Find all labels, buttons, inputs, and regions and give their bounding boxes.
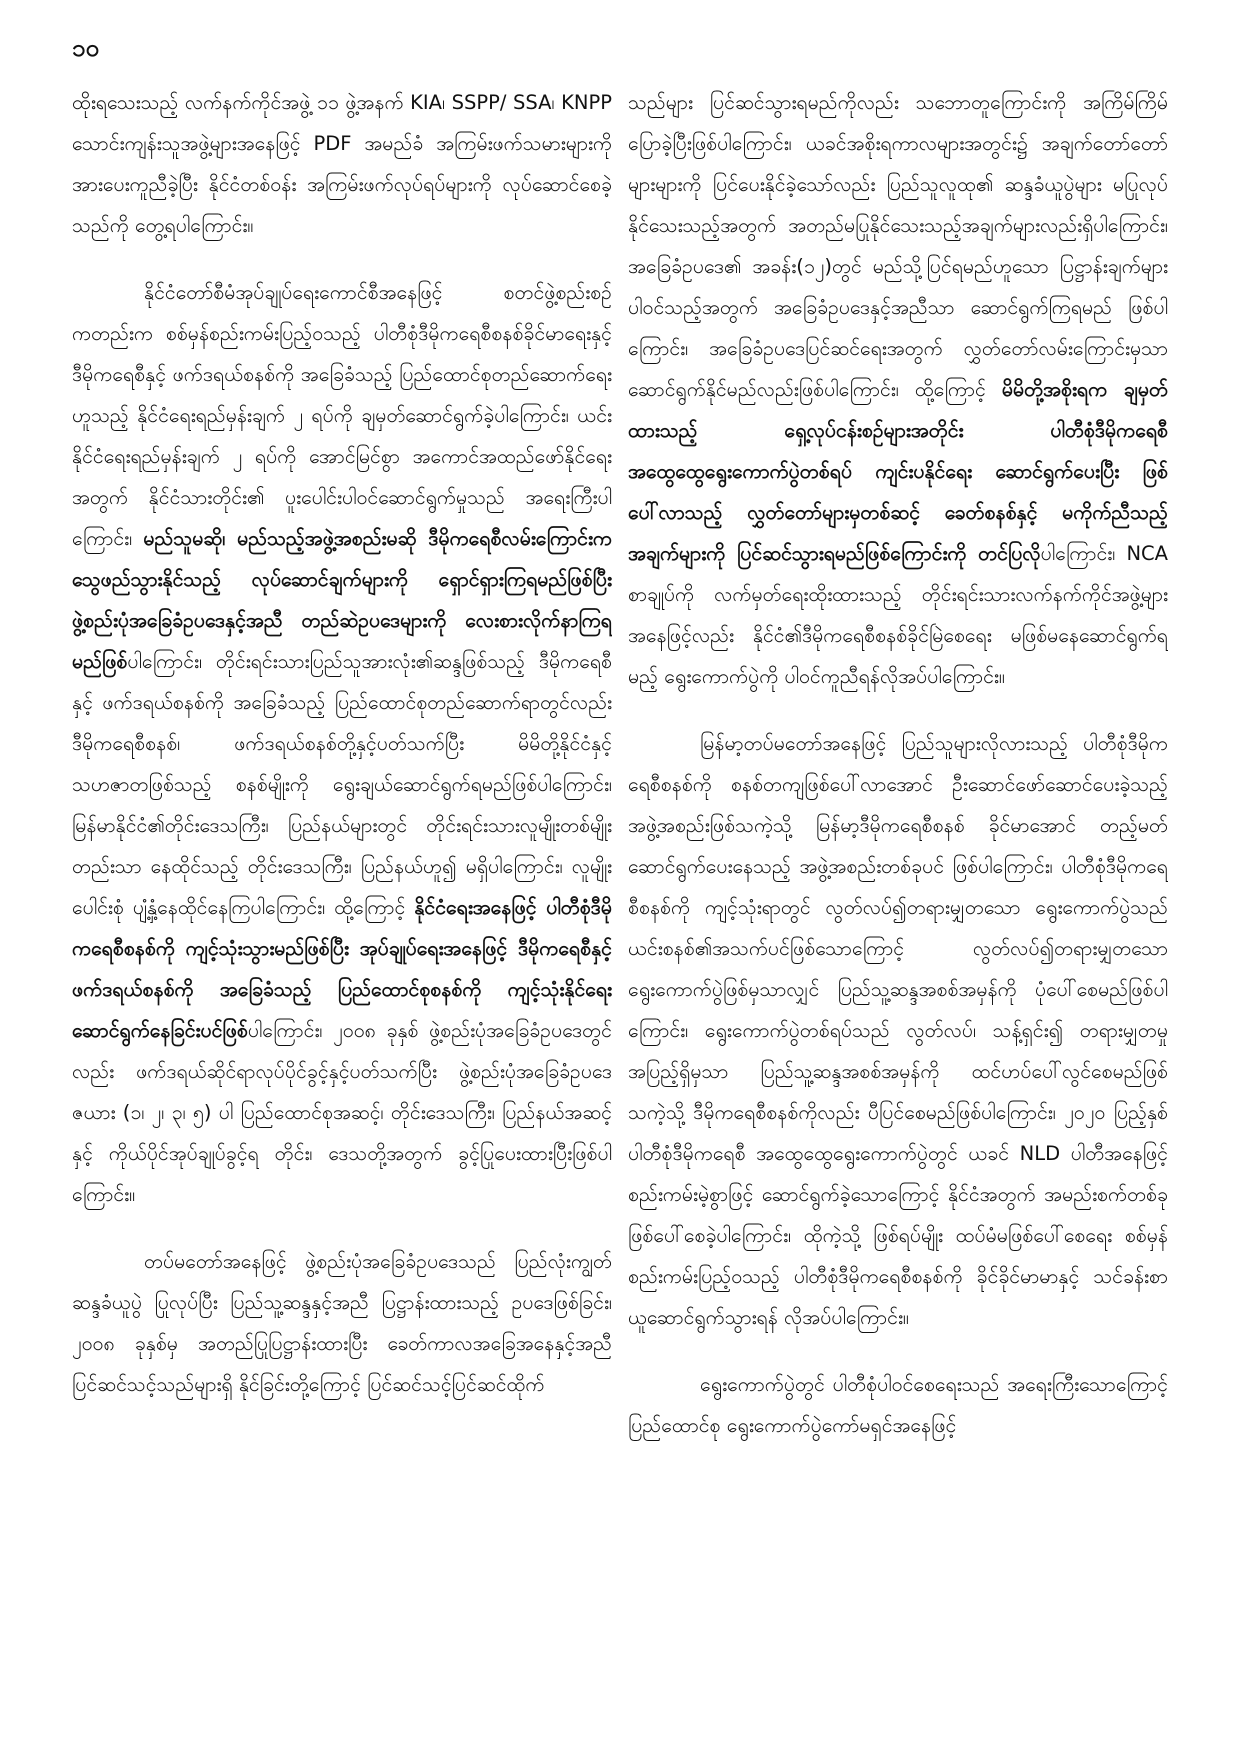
text-segment: ပါကြောင်း၊ NCA စာချုပ်ကို လက်မှတ်ရေးထိုးထားသည့် တိုင်းရင်းသားလက်နက်ကိုင်အဖွဲ့များအနေဖြင့်လည်း နိုင်ငံ၏ဒီမိုကရေစီစနစ်ခိုင်မြဲစေရေး မဖြစ်မနေဆောင်ရွက်ရမည့် ရွေးကောက်ပွဲကို ပါဝင်ကူညီရန်လိုအပ်ပါကြောင်း။	[628, 542, 1168, 688]
text-segment: တပ်မတော်အနေဖြင့် ဖွဲ့စည်းပုံအခြေခံဥပဒေသည် ပြည်လုံးကျွတ်ဆန္ဒခံယူပွဲ ပြုလုပ်ပြီး ပြည်သူ့ဆန္ဒနှင့်အညီ ပြဋ္ဌာန်းထားသည့် ဥပဒေဖြစ်ခြင်း၊ ၂၀၀၈ ခုနှစ်မှ အတည်ပြုပြဋ္ဌာန်းထားပြီး ခေတ်ကာလအခြေအနေနှင့်အညီ ပြင်ဆင်သင့်သည်များရှိ နိုင်ခြင်းတို့ကြောင့် ပြင်ဆင်သင့်ပြင်ဆင်ထိုက်	[72, 1250, 612, 1396]
text-segment: မြန်မာ့တပ်မတော်အနေဖြင့် ပြည်သူများလိုလားသည့် ပါတီစုံဒီမိုကရေစီစနစ်ကို စနစ်တကျဖြစ်ပေါ်လာအောင် ဦးဆောင်ဖော်ဆောင်ပေးခဲ့သည့် အဖွဲ့အစည်းဖြစ်သကဲ့သို့ မြန်မာ့ဒီမိုကရေစီစနစ် ခိုင်မာအောင် တည့်မတ်ဆောင်ရွက်ပေးနေသည့် အဖွဲ့အစည်းတစ်ခုပင် ဖြစ်ပါကြောင်း၊ ပါတီစုံဒီမိုကရေစီစနစ်ကို ကျင့်သုံးရာတွင် လွတ်လပ်၍တရားမျှတသော ရွေးကောက်ပွဲသည် ယင်းစနစ်၏အသက်ပင်ဖြစ်သောကြောင့် လွတ်လပ်၍တရားမျှတသော ရွေးကောက်ပွဲဖြစ်မှသာလျှင် ပြည်သူ့ဆန္ဒအစစ်အမှန်ကို ပုံပေါ်စေမည်ဖြစ်ပါကြောင်း၊ ရွေးကောက်ပွဲတစ်ရပ်သည် လွတ်လပ်၊ သန့်ရှင်း၍ တရားမျှတမှု အပြည့်ရှိမှသာ ပြည်သူ့ဆန္ဒအစစ်အမှန်ကို ထင်ဟပ်ပေါ်လွင်စေမည်ဖြစ်သကဲ့သို့ ဒီမိုကရေစီစနစ်ကိုလည်း ပီပြင်စေမည်ဖြစ်ပါကြောင်း၊ ၂၀၂၀ ပြည့်နှစ် ပါတီစုံဒီမိုကရေစီ အထွေထွေရွေးကောက်ပွဲတွင် ယခင် NLD ပါတီအနေဖြင့် စည်းကမ်းမဲ့စွာဖြင့် ဆောင်ရွက်ခဲ့သောကြောင့် နိုင်ငံအတွက် အမည်းစက်တစ်ခုဖြစ်ပေါ်စေခဲ့ပါကြောင်း၊ ထိုကဲ့သို့ ဖြစ်ရပ်မျိုး ထပ်မံမဖြစ်ပေါ်စေရေး စစ်မှန်စည်းကမ်းပြည့်ဝသည့် ပါတီစုံဒီမိုကရေစီစနစ်ကို ခိုင်ခိုင်မာမာနှင့် သင်ခန်းစာယူဆောင်ရွက်သွားရန် လိုအပ်ပါကြောင်း။	[628, 732, 1168, 1329]
text-segment: ထိုးရသေးသည့် လက်နက်ကိုင်အဖွဲ့ ၁၁ ဖွဲ့အနက် KIA၊ SSPP/ SSA၊ KNPP သောင်းကျန်းသူအဖွဲ့များအနေဖြင့် PDF အမည်ခံ အကြမ်းဖက်သမားများကို အားပေးကူညီခဲ့ပြီး နိုင်ငံတစ်ဝန်း အကြမ်းဖက်လုပ်ရပ်များကို လုပ်ဆောင်စေခဲ့သည်ကို တွေ့ရပါကြောင်း။	[72, 91, 612, 237]
paragraph	[628, 82, 1168, 697]
bold-text-segment: နိုင်ငံရေးအနေဖြင့် ပါတီစုံဒီမိုကရေစီစနစ်ကို ကျင့်သုံးသွားမည်ဖြစ်ပြီး အုပ်ချုပ်ရေးအနေဖြင့် ဒီမိုကရေစီနှင့် ဖက်ဒရယ်စနစ်ကို အခြေခံသည့် ပြည်ထောင်စုစနစ်ကို ကျင့်သုံးနိုင်ရေး ဆောင်ရွက်နေခြင်းပင်ဖြစ်	[72, 896, 612, 1042]
text-segment: ပါကြောင်း၊ ၂၀၀၈ ခုနှစ် ဖွဲ့စည်းပုံအခြေခံဥပဒေတွင်လည်း ဖက်ဒရယ်ဆိုင်ရာလုပ်ပိုင်ခွင့်နှင့်ပတ်သက်ပြီး ဖွဲ့စည်းပုံအခြေခံဥပဒေဇယား (၁၊ ၂၊ ၃၊ ၅) ပါ ပြည်ထောင်စုအဆင့်၊ တိုင်းဒေသကြီး၊ ပြည်နယ်အဆင့်နှင့် ကိုယ်ပိုင်အုပ်ချုပ်ခွင့်ရ တိုင်း၊ ဒေသတို့အတွက် ခွင့်ပြုပေးထားပြီးဖြစ်ပါကြောင်း။	[72, 1019, 612, 1206]
paragraph	[72, 1241, 612, 1405]
text-segment: ရွေးကောက်ပွဲတွင် ပါတီစုံပါဝင်စေရေးသည် အရေးကြီးသောကြောင့် ပြည်ထောင်စု ရွေးကောက်ပွဲကော်မရှင်အနေဖြင့်	[628, 1373, 1168, 1437]
bold-text-segment: မည်သူမဆို၊ မည်သည့်အဖွဲ့အစည်းမဆို ဒီမိုကရေစီလမ်းကြောင်းက သွေဖည်သွားနိုင်သည့် လုပ်ဆောင်ချက်များကို ရှောင်ရှားကြရမည်ဖြစ်ပြီး ဖွဲ့စည်းပုံအခြေခံဥပဒေနှင့်အညီ တည်ဆဲဥပဒေများကို လေးစားလိုက်နာကြရမည်ဖြစ်	[72, 527, 612, 673]
paragraph	[628, 1364, 1168, 1446]
right-column	[628, 82, 1168, 1722]
text-segment: နိုင်ငံတော်စီမံအုပ်ချုပ်ရေးကောင်စီအနေဖြင့် စတင်ဖွဲ့စည်းစဉ်ကတည်းက စစ်မှန်စည်းကမ်းပြည့်ဝသည့် ပါတီစုံဒီမိုကရေစီစနစ်ခိုင်မာရေးနှင့် ဒီမိုကရေစီနှင့် ဖက်ဒရယ်စနစ်ကို အခြေခံသည့် ပြည်ထောင်စုတည်ဆောက်ရေးဟူသည့် နိုင်ငံရေးရည်မှန်းချက် ၂ ရပ်ကို ချမှတ်ဆောင်ရွက်ခဲ့ပါကြောင်း၊ ယင်းနိုင်ငံရေးရည်မှန်းချက် ၂ ရပ်ကို အောင်မြင်စွာ အကောင်အထည်ဖော်နိုင်ရေးအတွက် နိုင်ငံသားတိုင်း၏ ပူးပေါင်းပါဝင်ဆောင်ရွက်မှုသည် အရေးကြီးပါကြောင်း၊	[72, 281, 612, 550]
page-number: ၁၀	[72, 34, 99, 62]
left-column	[72, 82, 612, 1722]
paragraph	[72, 82, 612, 246]
bold-text-segment: မိမိတို့အစိုးရက ချမှတ်ထားသည့် ရှေ့လုပ်ငန်းစဉ်များအတိုင်း ပါတီစုံဒီမိုကရေစီအထွေထွေရွေးကောက်ပွဲတစ်ရပ် ကျင်းပနိုင်ရေး ဆောင်ရွက်ပေးပြီး ဖြစ်ပေါ်လာသည့် လွှတ်တော်များမှတစ်ဆင့် ခေတ်စနစ်နှင့် မကိုက်ညီသည့် အချက်များကို ပြင်ဆင်သွားရမည်ဖြစ်ကြောင်းကို တင်ပြလို	[628, 378, 1168, 565]
text-segment: ပါကြောင်း၊ တိုင်းရင်းသားပြည်သူအားလုံး၏ဆန္ဒဖြစ်သည့် ဒီမိုကရေစီနှင့် ဖက်ဒရယ်စနစ်ကို အခြေခံသည့် ပြည်ထောင်စုတည်ဆောက်ရာတွင်လည်း ဒီမိုကရေစီစနစ်၊ ဖက်ဒရယ်စနစ်တို့နှင့်ပတ်သက်ပြီး မိမိတို့နိုင်ငံနှင့် သဟဇာတဖြစ်သည့် စနစ်မျိုးကို ရွေးချယ်ဆောင်ရွက်ရမည်ဖြစ်ပါကြောင်း၊ မြန်မာနိုင်ငံ၏တိုင်းဒေသကြီး၊ ပြည်နယ်များတွင် တိုင်းရင်းသားလူမျိုးတစ်မျိုးတည်းသာ နေထိုင်သည့် တိုင်းဒေသကြီး၊ ပြည်နယ်ဟူ၍ မရှိပါကြောင်း၊ လူမျိုးပေါင်းစုံ ပျံ့နှံ့နေထိုင်နေကြပါကြောင်း၊ ထို့ကြောင့်	[72, 650, 612, 919]
paragraph	[628, 723, 1168, 1338]
text-segment: သည်များ ပြင်ဆင်သွားရမည်ကိုလည်း သဘောတူကြောင်းကို အကြိမ်ကြိမ်ပြောခဲ့ပြီးဖြစ်ပါကြောင်း၊ ယခင်အစိုးရကာလများအတွင်း၌ အချက်တော်တော်များများကို ပြင်ပေးနိုင်ခဲ့သော်လည်း ပြည်သူလူထု၏ ဆန္ဒခံယူပွဲများ မပြုလုပ်နိုင်သေးသည့်အတွက် အတည်မပြုနိုင်သေးသည့်အချက်များလည်းရှိပါကြောင်း၊ အခြေခံဥပဒေ၏ အခန်း(၁၂)တွင် မည်သို့ပြင်ရမည်ဟူသော ပြဋ္ဌာန်းချက်များ ပါဝင်သည့်အတွက် အခြေခံဥပဒေနှင့်အညီသာ ဆောင်ရွက်ကြရမည် ဖြစ်ပါကြောင်း၊ အခြေခံဥပဒေပြင်ဆင်ရေးအတွက် လွှတ်တော်လမ်းကြောင်းမှသာ ဆောင်ရွက်နိုင်မည်လည်းဖြစ်ပါကြောင်း၊ ထို့ကြောင့်	[628, 91, 1168, 401]
paragraph	[72, 272, 612, 1215]
